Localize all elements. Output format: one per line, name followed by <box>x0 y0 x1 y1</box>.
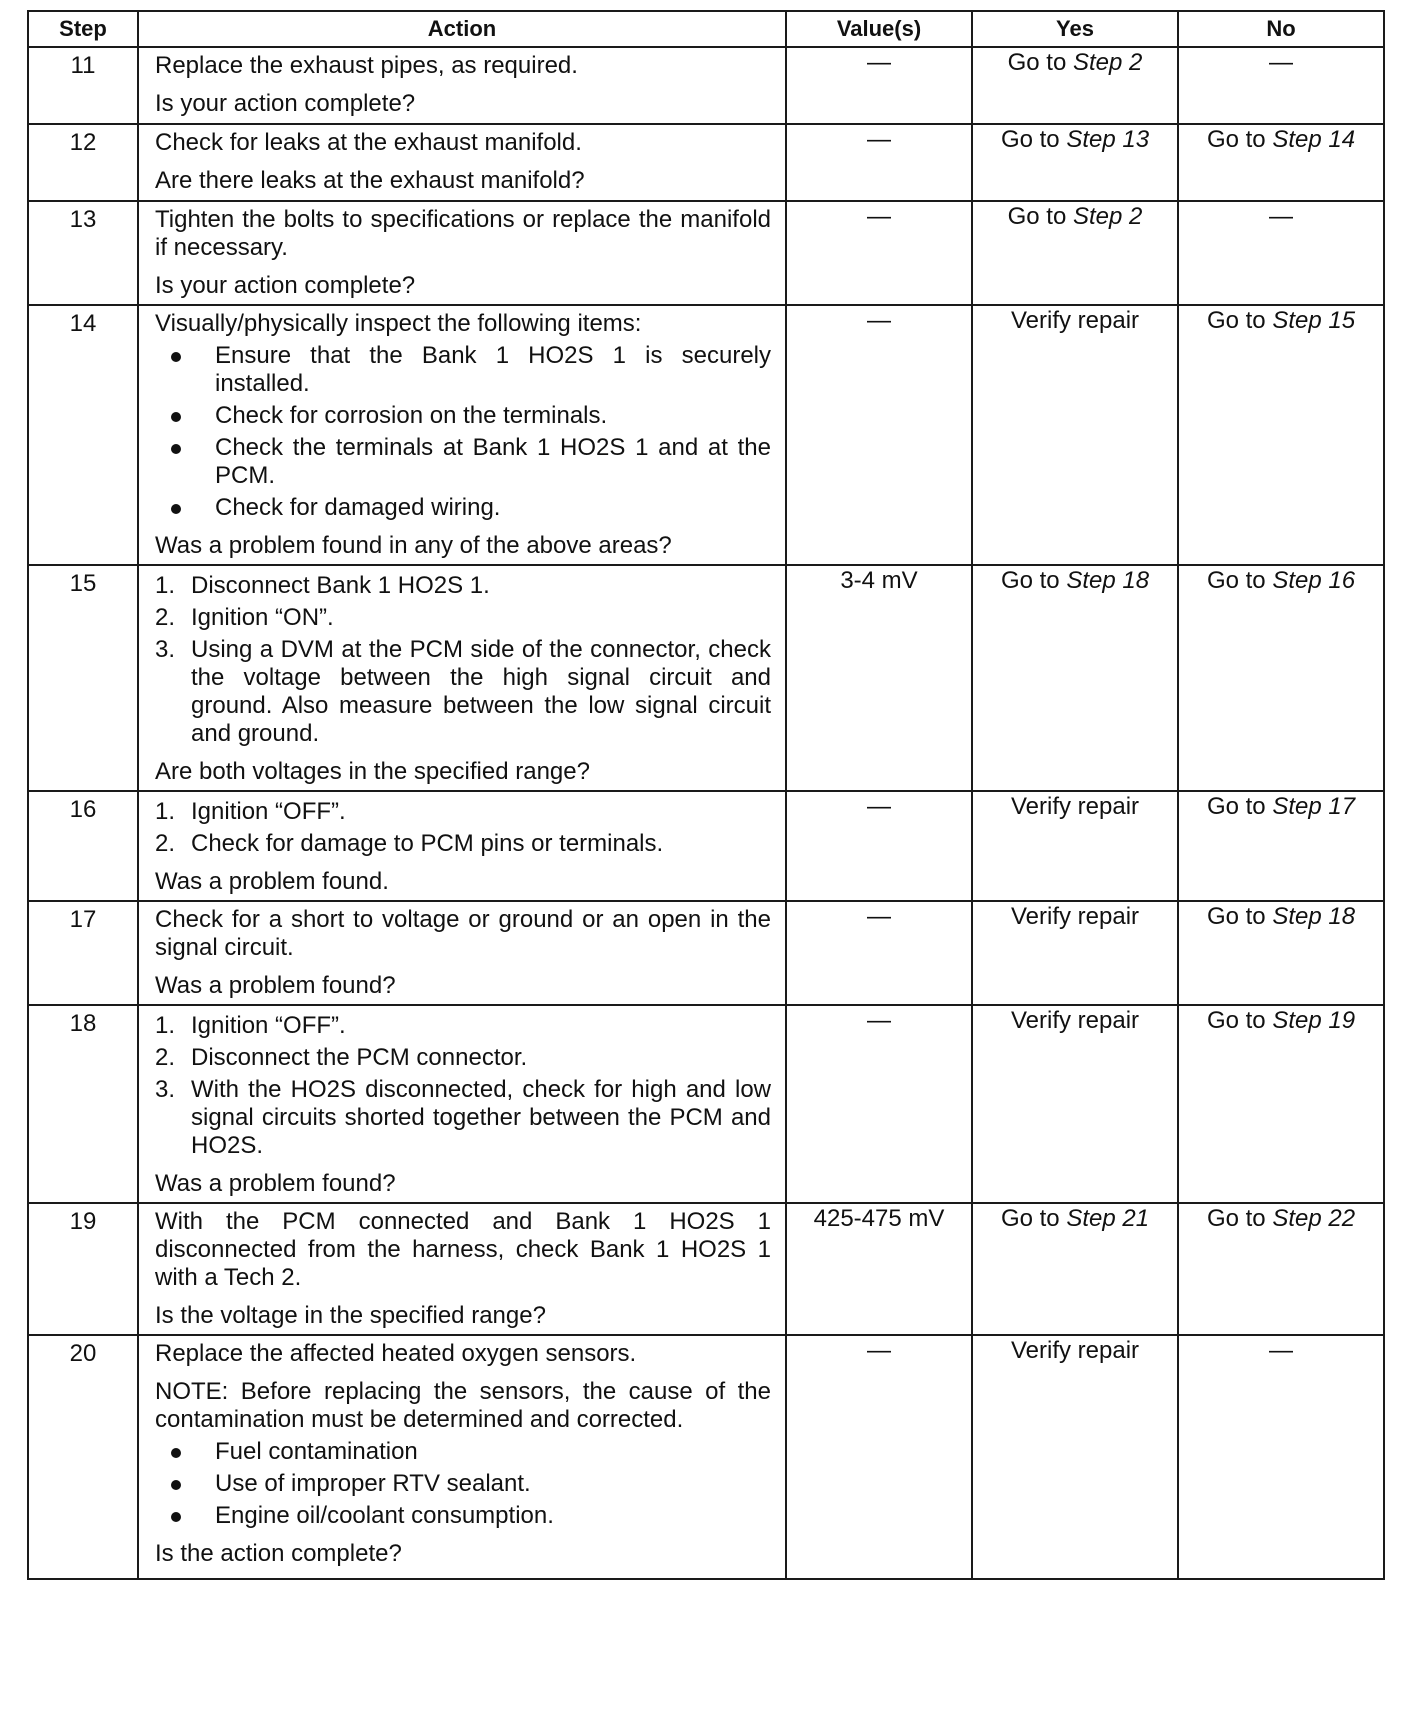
no-prefix: Go to <box>1206 567 1273 594</box>
diagnostic-table <box>27 10 1385 1580</box>
yes-text: Verify repair <box>1010 1337 1140 1364</box>
action-text: Tighten the bolts to specifications or replace the manifold if necessary. <box>155 206 771 261</box>
action-text: Check for a short to voltage or ground or an open in the signal circuit. <box>155 906 771 961</box>
action-cell <box>138 1203 786 1335</box>
table-row <box>28 305 1384 565</box>
question-text: Was a problem found. <box>155 868 389 895</box>
bullet-item <box>155 1502 771 1530</box>
bullet-list <box>155 342 771 522</box>
item-number: 2. <box>155 604 176 631</box>
yes-cell <box>972 124 1178 201</box>
header-step: Step <box>28 11 138 47</box>
numbered-item <box>155 830 771 858</box>
table-row <box>28 1203 1384 1335</box>
action-cell <box>138 1005 786 1203</box>
no-step-ref: Step 19 <box>1272 1007 1356 1034</box>
no-text: — <box>1269 203 1293 230</box>
yes-prefix: Go to <box>1000 567 1067 594</box>
table-row <box>28 201 1384 305</box>
numbered-list <box>155 1012 771 1160</box>
yes-step-ref: Step 21 <box>1066 1205 1150 1232</box>
value-cell: — <box>786 901 972 1005</box>
no-prefix: Go to <box>1206 307 1273 334</box>
value-cell: — <box>786 124 972 201</box>
action-cell <box>138 791 786 901</box>
value-cell: — <box>786 305 972 565</box>
value-cell: — <box>786 201 972 305</box>
header-row <box>28 11 1384 47</box>
value-cell: — <box>786 1005 972 1203</box>
no-step-ref: Step 15 <box>1272 307 1356 334</box>
bullet-text: Use of improper RTV sealant. <box>215 1470 531 1497</box>
no-cell <box>1178 124 1384 201</box>
action-cell <box>138 901 786 1005</box>
bullet-icon <box>171 504 181 514</box>
yes-cell <box>972 305 1178 565</box>
yes-prefix: Go to <box>1000 126 1067 153</box>
step-number: 16 <box>28 791 138 901</box>
question-text: Are both voltages in the specified range? <box>155 758 590 785</box>
no-cell <box>1178 791 1384 901</box>
no-cell <box>1178 901 1384 1005</box>
header-yes: Yes <box>972 11 1178 47</box>
bullet-text: Fuel contamination <box>215 1438 418 1465</box>
bullet-icon <box>171 1480 181 1490</box>
numbered-item <box>155 604 771 632</box>
item-number: 1. <box>155 1012 176 1039</box>
action-cell <box>138 47 786 124</box>
bullet-text: Check for corrosion on the terminals. <box>215 402 608 429</box>
value-cell: — <box>786 1335 972 1579</box>
question-text: Was a problem found in any of the above areas? <box>155 532 672 559</box>
no-prefix: Go to <box>1206 126 1273 153</box>
table-row <box>28 791 1384 901</box>
action-text: Replace the affected heated oxygen sensors. <box>155 1340 637 1367</box>
value-cell: — <box>786 791 972 901</box>
numbered-item <box>155 572 771 600</box>
no-step-ref: Step 16 <box>1272 567 1356 594</box>
item-number: 2. <box>155 1044 176 1071</box>
action-text: Visually/physically inspect the following items: <box>155 310 642 337</box>
step-number: 12 <box>28 124 138 201</box>
value-cell: 3-4 mV <box>786 565 972 791</box>
step-number: 20 <box>28 1335 138 1579</box>
yes-prefix: Go to <box>1007 49 1073 76</box>
no-cell <box>1178 47 1384 124</box>
yes-cell <box>972 201 1178 305</box>
action-text: With the PCM connected and Bank 1 HO2S 1 disconnected from the harness, check Bank 1 HO2S 1 with a Tech 2. <box>155 1208 771 1291</box>
yes-text: Verify repair <box>1010 307 1140 334</box>
note-text: NOTE: Before replacing the sensors, the cause of the contamination must be determined and corrected. <box>155 1378 771 1433</box>
action-cell <box>138 305 786 565</box>
item-number: 2. <box>155 830 176 857</box>
bullet-text: Engine oil/coolant consumption. <box>215 1502 554 1529</box>
yes-cell <box>972 1203 1178 1335</box>
bullet-icon <box>171 1448 181 1458</box>
yes-text: Verify repair <box>1010 1007 1140 1034</box>
item-number: 3. <box>155 636 176 663</box>
question-text: Are there leaks at the exhaust manifold? <box>155 167 585 194</box>
action-text: Replace the exhaust pipes, as required. <box>155 52 578 79</box>
numbered-list <box>155 798 771 858</box>
table-row <box>28 901 1384 1005</box>
bullet-list <box>155 1438 771 1530</box>
yes-cell <box>972 1005 1178 1203</box>
no-prefix: Go to <box>1206 793 1273 820</box>
no-step-ref: Step 18 <box>1272 903 1356 930</box>
no-step-ref: Step 17 <box>1272 793 1356 820</box>
bullet-text: Check the terminals at Bank 1 HO2S 1 and at the PCM. <box>215 434 771 489</box>
action-cell <box>138 124 786 201</box>
numbered-item <box>155 798 771 826</box>
no-cell <box>1178 1005 1384 1203</box>
no-cell <box>1178 201 1384 305</box>
no-text: — <box>1269 49 1293 76</box>
question-text: Was a problem found? <box>155 972 396 999</box>
header-action: Action <box>138 11 786 47</box>
action-text: Check for leaks at the exhaust manifold. <box>155 129 582 156</box>
no-prefix: Go to <box>1206 903 1273 930</box>
bullet-item <box>155 1470 771 1498</box>
yes-cell <box>972 47 1178 124</box>
header-values: Value(s) <box>786 11 972 47</box>
question-text: Is the action complete? <box>155 1540 402 1567</box>
header-no: No <box>1178 11 1384 47</box>
bullet-item <box>155 494 771 522</box>
item-text: Check for damage to PCM pins or terminals. <box>191 830 664 857</box>
no-cell <box>1178 565 1384 791</box>
item-text: Ignition “ON”. <box>191 604 334 631</box>
yes-step-ref: Step 18 <box>1066 567 1150 594</box>
no-prefix: Go to <box>1206 1007 1273 1034</box>
yes-step-ref: Step 2 <box>1072 49 1143 76</box>
step-number: 17 <box>28 901 138 1005</box>
item-text: Disconnect the PCM connector. <box>191 1044 528 1071</box>
yes-text: Verify repair <box>1010 903 1140 930</box>
bullet-text: Ensure that the Bank 1 HO2S 1 is securely installed. <box>215 342 771 397</box>
numbered-item <box>155 636 771 748</box>
item-text: Disconnect Bank 1 HO2S 1. <box>191 572 490 599</box>
bullet-text: Check for damaged wiring. <box>215 494 501 521</box>
step-number: 18 <box>28 1005 138 1203</box>
question-text: Is your action complete? <box>155 272 416 299</box>
no-cell <box>1178 1203 1384 1335</box>
bullet-icon <box>171 444 181 454</box>
item-text: Ignition “OFF”. <box>191 1012 346 1039</box>
table-row <box>28 1005 1384 1203</box>
numbered-list <box>155 572 771 748</box>
item-number: 1. <box>155 798 176 825</box>
item-text: Ignition “OFF”. <box>191 798 346 825</box>
yes-prefix: Go to <box>1007 203 1073 230</box>
bullet-icon <box>171 1512 181 1522</box>
no-cell <box>1178 305 1384 565</box>
value-cell: — <box>786 47 972 124</box>
no-text: — <box>1269 1337 1293 1364</box>
table-row <box>28 565 1384 791</box>
step-number: 13 <box>28 201 138 305</box>
table-row <box>28 47 1384 124</box>
item-number: 1. <box>155 572 176 599</box>
numbered-item <box>155 1076 771 1160</box>
table-body <box>28 47 1384 1579</box>
item-text: With the HO2S disconnected, check for high and low signal circuits shorted together between the PCM and HO2S. <box>191 1076 771 1159</box>
no-cell <box>1178 1335 1384 1579</box>
item-text: Using a DVM at the PCM side of the connector, check the voltage between the high signal circuit and ground. Also measure between the low signal circuit and ground. <box>191 636 771 747</box>
yes-step-ref: Step 2 <box>1072 203 1143 230</box>
item-number: 3. <box>155 1076 176 1103</box>
question-text: Was a problem found? <box>155 1170 396 1197</box>
bullet-icon <box>171 412 181 422</box>
action-cell <box>138 565 786 791</box>
step-number: 14 <box>28 305 138 565</box>
yes-cell <box>972 565 1178 791</box>
bullet-item <box>155 1438 771 1466</box>
yes-text: Verify repair <box>1010 793 1140 820</box>
step-number: 19 <box>28 1203 138 1335</box>
numbered-item <box>155 1044 771 1072</box>
no-step-ref: Step 22 <box>1272 1205 1356 1232</box>
yes-cell <box>972 901 1178 1005</box>
bullet-item <box>155 402 771 430</box>
value-cell: 425-475 mV <box>786 1203 972 1335</box>
yes-cell <box>972 1335 1178 1579</box>
yes-prefix: Go to <box>1000 1205 1067 1232</box>
yes-step-ref: Step 13 <box>1066 126 1150 153</box>
step-number: 15 <box>28 565 138 791</box>
bullet-icon <box>171 352 181 362</box>
question-text: Is the voltage in the specified range? <box>155 1302 546 1329</box>
no-prefix: Go to <box>1206 1205 1273 1232</box>
bullet-item <box>155 434 771 490</box>
action-cell <box>138 201 786 305</box>
table-row <box>28 124 1384 201</box>
no-step-ref: Step 14 <box>1272 126 1356 153</box>
bullet-item <box>155 342 771 398</box>
action-cell <box>138 1335 786 1579</box>
question-text: Is your action complete? <box>155 90 416 117</box>
step-number: 11 <box>28 47 138 124</box>
numbered-item <box>155 1012 771 1040</box>
table-row <box>28 1335 1384 1579</box>
yes-cell <box>972 791 1178 901</box>
